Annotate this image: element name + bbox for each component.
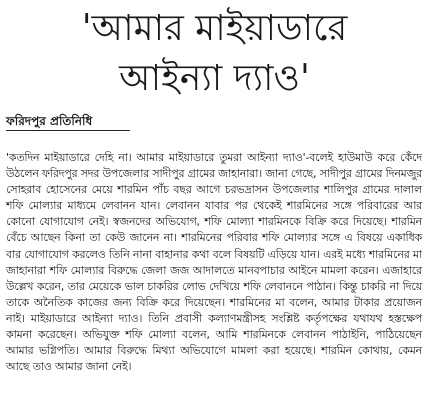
byline-underline xyxy=(6,130,130,131)
article-body: 'কতদিন মাইয়াডারে দেহি না। আমার মাইয়াডারে তুমরা আইন্যা দ্যাও'-বলেই হাউমাউ করে কেঁদে উঠলেন ফরিদপুর সদর উপজেলার সাদীপুর গ্রামের জাহানারা। জানা গেছে, সাদীপুর গ্রামের দিনমজুর সোহরাব হোসেনের মেয়ে শারমিন পাঁচ বছর আগে চরভদ্রাসন উপজেলার শালিপুর গ্রামের দালাল শফি মোল্যার মাধ্যমে লেবানন যান। লেবানন যাবার পর থেকেই শারমিনের সঙ্গে পরিবারের আর কোনো যোগাযোগ নেই। স্বজনদের অভিযোগ, শফি মোল্যা শারমিনকে বিক্রি করে দিয়েছে। শারমিন বেঁচে আছেন কিনা তা কেউ জানেন না। শারমিনের পরিবার শফি মোল্যার সঙ্গে এ বিষয়ে একাধিক বার যোগাযোগ করলেও তিনি নানা বাহানার কথা বলে বিষয়টি এড়িয়ে যান। এরই মধ্যে শারমিনের মা জাহানারা শফি মোল্যার বিরুদ্ধে জেলা জজ আদালতে মানবপাচার আইনে মামলা করেন। এজাহারে উল্লেখ করেন, তার মেয়েকে ভাল চাকরির লোভ দেখিয়ে শফি লেবাননে পাঠান। কিন্তু চাকরি না দিয়ে তাকে অনৈতিক কাজের জন্য বিক্রি করে দিয়েছেন। শারমিনের মা বলেন, আমার টাকার প্রয়োজন নাই। মাইয়াডারে আইন্যা দ্যাও। তিনি প্রবাসী কল্যাণমন্ত্রীসহ সংশ্লিষ্ট কর্তৃপক্ষের যথাযথ হস্তক্ষেপ কামনা করেছেন। অভিযুক্ত শফি মোল্যা বলেন, আমি শারমিনকে লেবানন পাঠাইনি, পাঠিয়েছেন আমার ভগ্নিপতি। আমার বিরুদ্ধে মিথ্যা অভিযোগে মামলা করা হয়েছে। শারমিন কোথায়, কেমন আছে তাও আমার জানা নেই। xyxy=(6,151,422,374)
article-headline xyxy=(0,4,429,104)
headline-line-2: আইন্যা দ্যাও' xyxy=(119,58,310,99)
article-byline: ফরিদপুর প্রতিনিধি xyxy=(6,114,93,128)
headline-line-1: 'আমার মাইয়াডারে xyxy=(81,8,348,49)
